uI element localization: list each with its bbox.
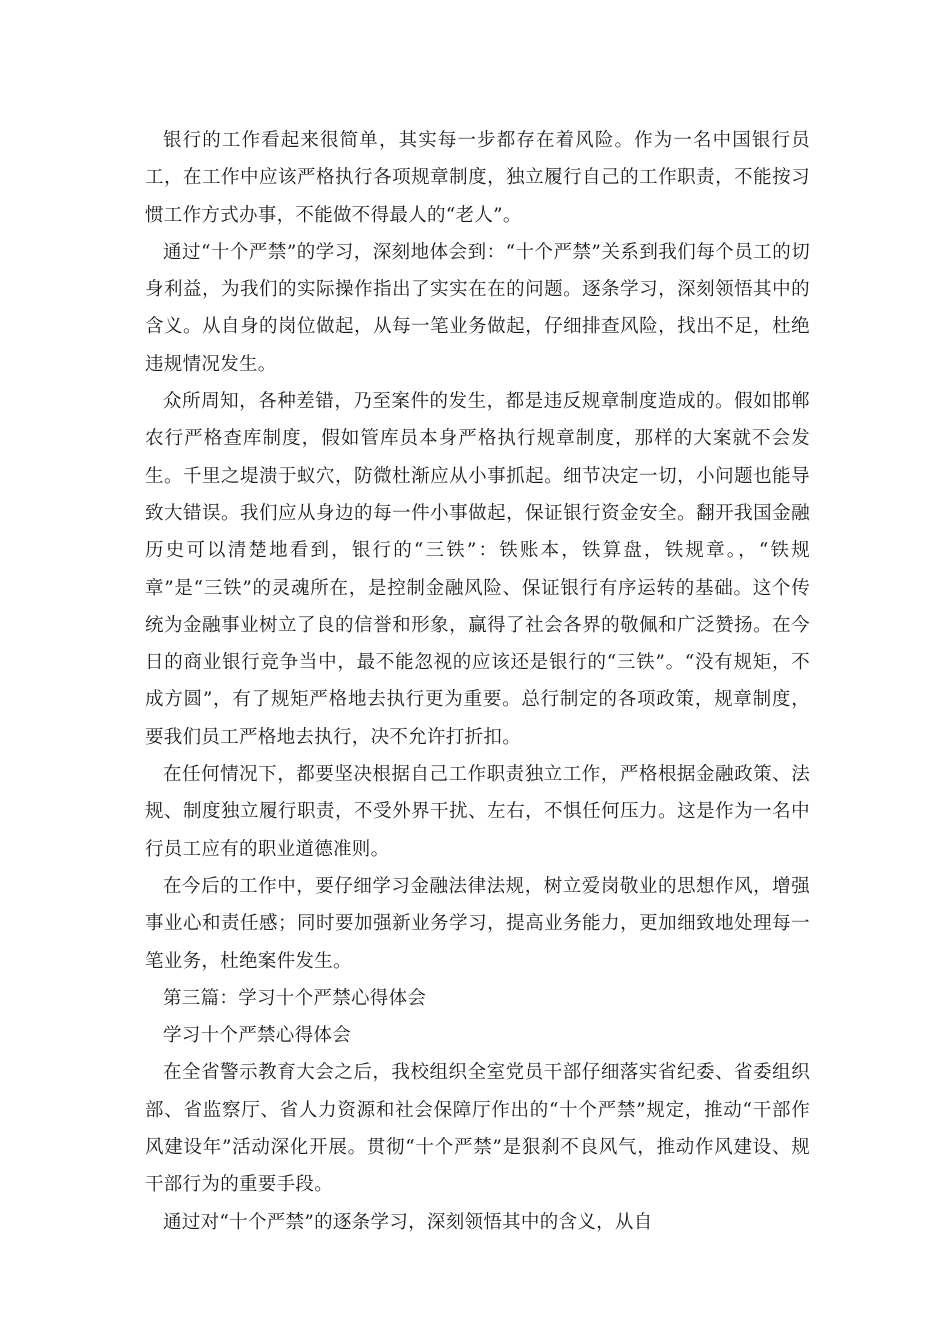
paragraph-6: 在全省警示教育大会之后，我校组织全室党员干部仔细落实省纪委、省委组织部、省监察厅、省人力资源和社会保障厅作出的“十个严禁”规定，推动“干部作风建设年”活动深化开展。贯彻“十个严禁”是狠刹不良风气，推动作风建设、规干部行为的重要手段。 — [145, 1062, 810, 1196]
section-title: 学习十个严禁心得体会 — [163, 1025, 352, 1047]
paragraph-1: 银行的工作看起来很简单，其实每一步都存在着风险。作为一名中国银行员工，在工作中应该严格执行各项规章制度，独立履行自己的工作职责，不能按习惯工作方式办事，不能做不得最人的“老人”。 — [145, 130, 810, 226]
paragraph-4: 在任何情况下，都要坚决根据自己工作职责独立工作，严格根据金融政策、法规、制度独立履行职责，不受外界干扰、左右，不惧任何压力。这是作为一名中行员工应有的职业道德准则。 — [145, 764, 810, 860]
paragraph-5: 在今后的工作中，要仔细学习金融法律法规，树立爱岗敬业的思想作风，增强事业心和责任感；同时要加强新业务学习，提高业务能力，更加细致地处理每一笔业务，杜绝案件发生。 — [145, 875, 810, 972]
section-heading: 第三篇：学习十个严禁心得体会 — [163, 987, 427, 1009]
paragraph-3: 众所周知，各种差错，乃至案件的发生，都是违反规章制度造成的。假如邯郸农行严格查库制度，假如管库员本身严格执行规章制度，那样的大案就不会发生。千里之堤溃于蚁穴，防微杜渐应从小事抓起。细节决定一切，小问题也能导致大错误。我们应从身边的每一件小事做起，保证银行资金安全。翻开我国金融历史可以清楚地看到，银行的“三铁”：铁账本，铁算盘，铁规章。，“铁规章”是“三铁”的灵魂所在，是控制金融风险、保证银行有序运转的基础。这个传统为金融事业树立了良的信誉和形象，赢得了社会各界的敬佩和广泛赞扬。在今日的商业银行竞争当中，最不能忽视的应该还是银行的“三铁”。“没有规矩，不成方圆”，有了规矩严格地去执行更为重要。总行制定的各项政策，规章制度，要我们员工严格地去执行，决不允许打折扣。 — [145, 391, 810, 748]
document-body — [145, 122, 810, 1241]
paragraph-2: 通过“十个严禁”的学习，深刻地体会到：“十个严禁”关系到我们每个员工的切身利益，为我们的实际操作指出了实实在在的问题。逐条学习，深刻领悟其中的含义。从自身的岗位做起，从每一笔业务做起，仔细排查风险，找出不足，杜绝违规情况发生。 — [145, 241, 810, 375]
paragraph-7: 通过对“十个严禁”的逐条学习，深刻领悟其中的含义，从自 — [163, 1211, 653, 1233]
